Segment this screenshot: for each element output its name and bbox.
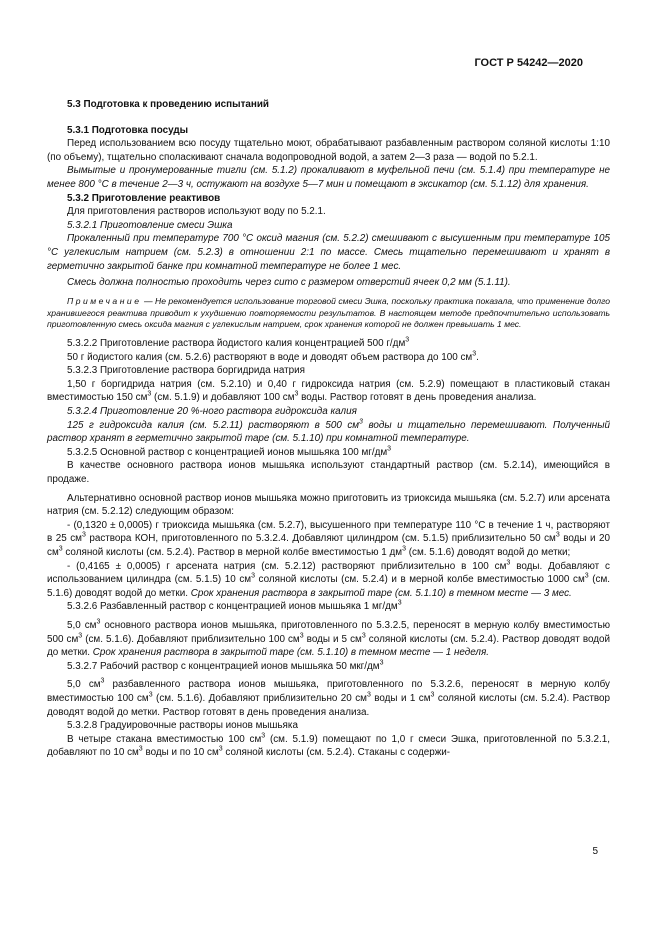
note [47, 296, 610, 331]
paragraph-italic: Вымытые и пронумерованные тигли (см. 5.1.2) прокаливают в муфельной печи (см. 5.1.4) при температуре не менее 800 °С в течение 2—3 ч, остужают на воздухе 5—7 мин и помещают в эксикатор (см. 5.1.12) для хранения. [47, 165, 610, 190]
section-5-3-2-5-title: 5.3.2.5 Основной раствор с концентрацией ионов мышьяка 100 $мг/дм^3$ [67, 445, 392, 458]
superscript-exponent: 3 [584, 572, 589, 580]
paragraph: В четыре стакана вместимостью 100 $см^3$ (см. 5.1.9) помещают по 1,0 г смеси Эшка, приготовленной по 5.3.2.1, добавляют по 10 $см^3$ воды и по 10 $см^3$ соляной кислоты (см. 5.2.4). Стаканы с содержи- [47, 732, 610, 759]
paragraph: Перед использованием всю посуду тщательно моют, обрабатывают разбавленным раствором соляной кислоты 1:10 (по объему), тщательно споласкивают сначала водопроводной водой, а затем 2—3 раза — водой по 5.2.1. [47, 138, 610, 163]
paragraph: Альтернативно основной раствор ионов мышьяка можно приготовить из триоксида мышьяка (см. 5.2.7) или арсената натрия (см. 5.2.12) следующим образом: [47, 492, 610, 518]
section-5-3-2-4-title: 5.3.2.4 Приготовление 20 %-ного раствора гидроксида калия [67, 406, 357, 418]
superscript-exponent: 3 [361, 632, 366, 640]
superscript-exponent: 3 [58, 545, 63, 553]
paragraph-italic: 125 г гидроксида калия (см. 5.2.11) растворяют в 500 $см^3$ воды и тщательно перемешивают. Полученный раствор хранят в герметично закрытой таре (см. 5.1.10) при комнатной температуре. [47, 418, 610, 445]
superscript-exponent: 3 [472, 350, 477, 358]
paragraph: 5,0 $см^3$ основного раствора ионов мышьяка, приготовленного по 5.3.2.5, переносят в мерную колбу вместимостью 500 $см^3$ (см. 5.1.6). Добавляют приблизительно 100 $см^3$ воды и 5 $см^3$ соляной кислоты (см. 5.2.4). Раствор доводят водой до метки. Срок хранения раствора в закрытой таре (см. 5.1.10) в темном месте — 1 неделя. [47, 618, 610, 659]
superscript-exponent: 3 [218, 746, 223, 754]
page-content [47, 98, 610, 760]
paragraph-italic: Смесь должна полностью проходить через сито с размером отверстий ячеек 0,2 мм (5.1.11). [67, 277, 511, 289]
superscript-exponent: 3 [366, 691, 371, 699]
superscript-exponent: 3 [555, 532, 560, 540]
superscript-exponent: 3 [430, 691, 435, 699]
section-5-3-2-1-title: 5.3.2.1 Приготовление смеси Эшка [67, 219, 233, 231]
superscript-exponent: 3 [147, 391, 152, 399]
section-5-3-2-6-title: 5.3.2.6 Разбавленный раствор с концентрацией ионов мышьяка 1 $мг/дм^3$ [67, 600, 402, 613]
superscript-exponent: 3 [359, 418, 363, 426]
paragraph: - (0,1320 ± 0,0005) г триоксида мышьяка (см. 5.2.7), высушенного при температуре 110 °С в течение 1 ч, растворяют в 25 $см^3$ раствора КОН, приготовленного по 5.3.2.4. Добавляют цилиндром (см. 5.1.5) приблизительно 50 $см^3$ воды и 20 $см^3$ соляной кислоты (см. 5.2.4). Раствор в мерной колбе вместимостью 1 $дм^3$ (см. 5.1.6) доводят водой до метки; [47, 519, 610, 559]
superscript-exponent: 3 [402, 545, 406, 553]
section-5-3-2-3-title: 5.3.2.3 Приготовление раствора боргидрида натрия [67, 365, 306, 377]
superscript-exponent: 3 [397, 600, 402, 608]
section-5-3-2-2-title: 5.3.2.2 Приготовление раствора йодистого калия концентрацией 500 $г/дм^3$ [67, 336, 410, 350]
superscript-exponent: 3 [405, 336, 410, 344]
superscript-exponent: 3 [138, 746, 143, 754]
note-text: — Не рекомендуется использование торговой смеси Эшка, поскольку практика показала, что применение долго хранившегося реактива приводит к ухудшению повторяемости результатов. В настоящем методе предпочтительно использовать приготовленную смесь оксида магния с углекислым натрием, срок хранения которой не должен превышать 1 мес. [47, 295, 610, 330]
paragraph: 5,0 $см^3$ разбавленного раствора ионов мышьяка, приготовленного по 5.3.2.6, переносят в мерную колбу вместимостью 100 $см^3$ (см. 5.1.6). Добавляют приблизительно 20 $см^3$ воды и 1 $см^3$ соляной кислоты (см. 5.2.4). Раствор доводят водой до метки. Раствор готовят в день проведения анализа. [47, 678, 610, 718]
superscript-exponent: 3 [100, 678, 105, 686]
paragraph: - (0,4165 ± 0,0005) г арсената натрия (см. 5.2.12) растворяют приблизительно в 100 $см^3$ воды. Добавляют с использованием цилиндра (см. 5.1.5) 10 $см^3$ соляной кислоты (см. 5.2.4) и в мерной колбе вместимостью 1000 $см^3$ (см. 5.1.6) доводят водой до метки. Срок хранения раствора в закрытой таре (см. 5.1.10) в темном месте — 3 мес. [47, 559, 610, 599]
standard-header: ГОСТ Р 54242—2020 [474, 57, 583, 69]
section-5-3-title: 5.3 Подготовка к проведению испытаний [67, 99, 270, 110]
superscript-exponent: 3 [506, 559, 511, 567]
page-number: 5 [592, 846, 598, 857]
superscript-exponent: 3 [387, 445, 392, 453]
superscript-exponent: 3 [379, 659, 384, 667]
note-label: Примечание [67, 295, 142, 306]
superscript-exponent: 3 [261, 732, 266, 740]
paragraph-italic: Прокаленный при температуре 700 °С оксид магния (см. 5.2.2) смешивают с высушенным при температуре 105 °С углекислым натрием (см. 5.2.3) в отношении 2:1 по массе. Смесь тщательно перемешивают и хранят в герметично закрытой банке при комнатной температуре не более 1 мес. [47, 233, 610, 272]
superscript-exponent: 3 [148, 691, 153, 699]
section-5-3-1-title: 5.3.1 Подготовка посуды [67, 124, 189, 136]
superscript-exponent: 3 [294, 391, 299, 399]
superscript-exponent: 3 [96, 618, 101, 626]
paragraph: В качестве основного раствора ионов мышьяка используют стандартный раствор (см. 5.2.14), имеющийся в продаже. [47, 460, 610, 486]
paragraph: Для приготовления растворов используют воду по 5.2.1. [67, 206, 326, 218]
paragraph: 1,50 г боргидрида натрия (см. 5.2.10) и 0,40 г гидроксида натрия (см. 5.2.9) помещают в пластиковый стакан вместимостью 150 $см^3$ (см. 5.1.9) и добавляют 100 $см^3$ воды. Раствор готовят в день проведения анализа. [47, 378, 610, 404]
section-5-3-2-7-title: 5.3.2.7 Рабочий раствор с концентрацией ионов мышьяка 50 мкг/$дм^3$ [67, 659, 384, 672]
paragraph: 50 г йодистого калия (см. 5.2.6) растворяют в воде и доводят объем раствора до 100 $см^3$. [67, 350, 479, 363]
section-5-3-2-8-title: 5.3.2.8 Градуировочные растворы ионов мышьяка [67, 720, 298, 732]
section-5-3-2-title: 5.3.2 Приготовление реактивов [67, 192, 221, 204]
superscript-exponent: 3 [78, 632, 83, 640]
superscript-exponent: 3 [299, 632, 304, 640]
superscript-exponent: 3 [251, 572, 255, 580]
superscript-exponent: 3 [81, 532, 86, 540]
